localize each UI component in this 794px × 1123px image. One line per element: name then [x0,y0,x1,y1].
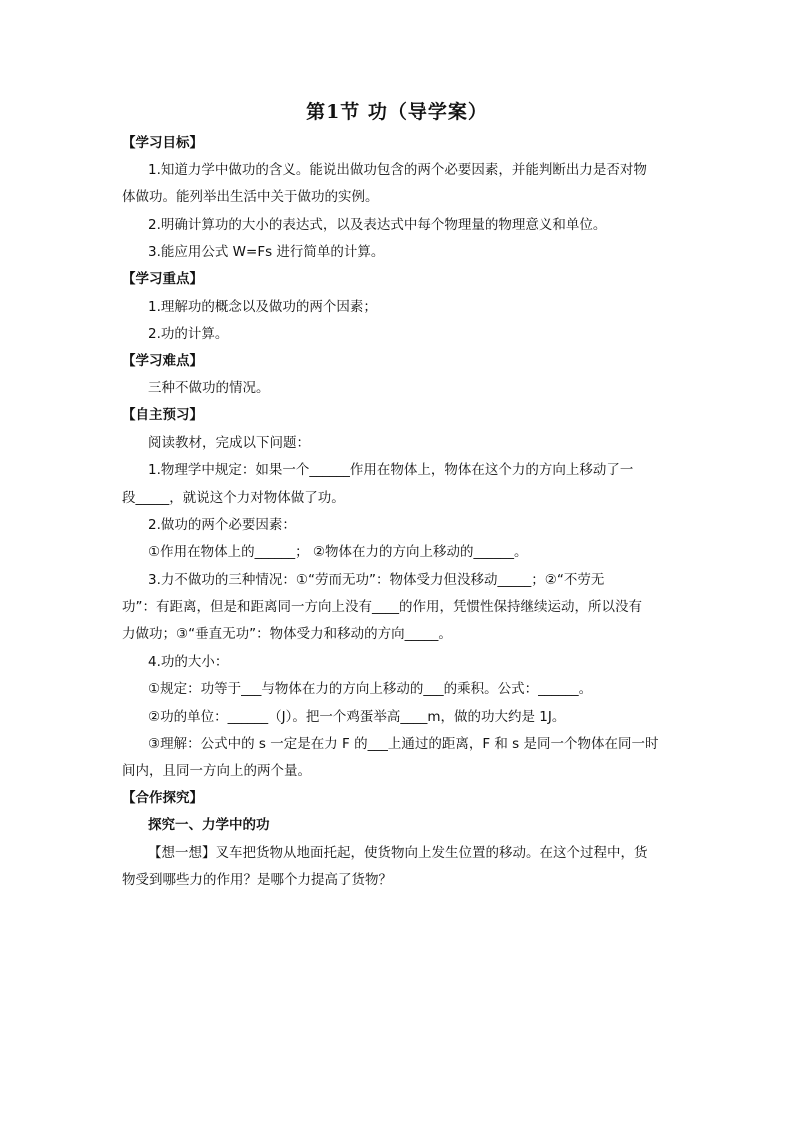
preview-heading: 【自主预习】 [122,407,203,423]
key-points-heading: 【学习重点】 [122,271,203,287]
difficulty-1: 三种不做功的情况。 [148,380,270,396]
question-3-line-1: 3.力不做功的三种情况：①“劳而无功”：物体受力但没移动_____；②“不劳无 [148,572,605,588]
explore-heading: 【合作探究】 [122,790,203,806]
goals-heading: 【学习目标】 [122,135,203,151]
question-4-c-line-2: 间内，且同一方向上的两个量。 [122,763,311,779]
think-prompt-line-2: 物受到哪些力的作用？是哪个力提高了货物？ [122,872,392,888]
goal-1-line-2: 体做功。能列举出生活中关于做功的实例。 [122,189,379,205]
goal-2: 2.明确计算功的大小的表达式，以及表达式中每个物理量的物理意义和单位。 [148,217,607,233]
think-prompt-line-1: 【想一想】叉车把货物从地面托起，使货物向上发生位置的移动。在这个过程中，货 [148,845,648,861]
question-1-line-2: 段_____，就说这个力对物体做了功。 [122,490,345,506]
goal-1-line-1: 1.知道力学中做功的含义。能说出做功包含的两个必要因素，并能判断出力是否对物 [148,162,647,178]
question-4-b: ②功的单位：______（J）。把一个鸡蛋举高____m，做的功大约是 1J。 [148,709,566,725]
page-title: 第1节 功（导学案） [306,101,488,123]
question-2-answer: ①作用在物体上的______； ②物体在力的方向上移动的______。 [148,544,528,560]
question-4: 4.功的大小： [148,654,229,670]
question-2: 2.做功的两个必要因素： [148,517,296,533]
question-3-line-3: 力做功；③“垂直无功”：物体受力和移动的方向_____。 [122,626,452,642]
question-1-line-1: 1.物理学中规定：如果一个______作用在物体上，物体在这个力的方向上移动了一 [148,462,634,478]
question-3-line-2: 功”：有距离，但是和距离同一方向上没有____的作用，凭惯性保持继续运动，所以没有 [122,599,642,615]
question-4-c-line-1: ③理解：公式中的 s 一定是在力 F 的___上通过的距离，F 和 s 是同一个物体在同一时 [148,736,659,752]
goal-3: 3.能应用公式 W=Fs 进行简单的计算。 [148,244,385,260]
difficulties-heading: 【学习难点】 [122,353,203,369]
key-point-2: 2.功的计算。 [148,326,229,342]
question-4-a: ①规定：功等于___与物体在力的方向上移动的___的乘积。公式：______。 [148,681,593,697]
preview-intro: 阅读教材，完成以下问题： [148,435,310,451]
key-point-1: 1.理解功的概念以及做功的两个因素； [148,299,377,315]
explore-subheading-1: 探究一、力学中的功 [148,817,270,833]
